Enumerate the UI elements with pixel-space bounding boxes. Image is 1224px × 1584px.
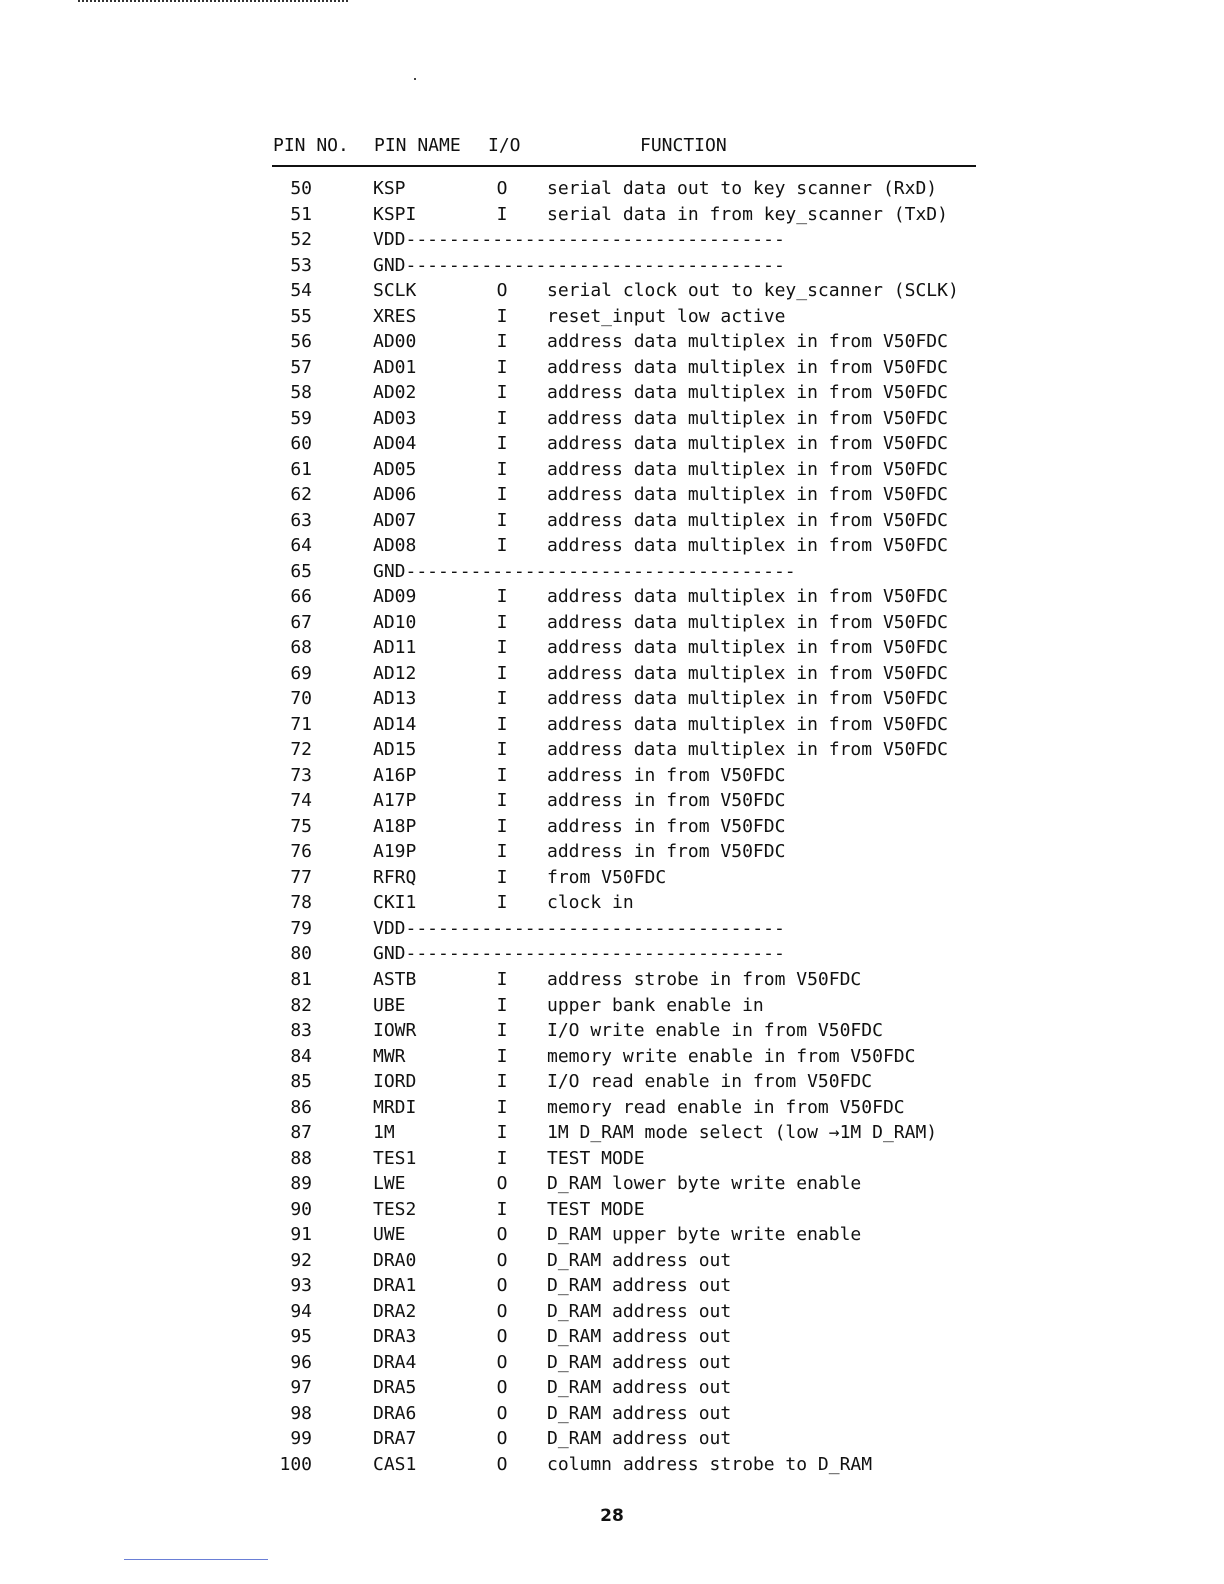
pin-name: AD06: [373, 484, 417, 506]
pin-name: MRDI: [373, 1096, 417, 1118]
pin-io: I: [496, 841, 508, 863]
pin-number: 67: [290, 611, 312, 633]
table-row: [0, 482, 1224, 508]
pin-number: 94: [290, 1300, 312, 1322]
pin-name: DRA3: [373, 1326, 417, 1348]
pin-function: memory write enable in from V50FDC: [547, 1045, 916, 1067]
pin-name: AD14: [373, 713, 417, 735]
pin-function: address data multiplex in from V50FDC: [547, 637, 948, 659]
pin-number: 99: [290, 1428, 312, 1450]
table-row: [0, 304, 1224, 330]
pin-function: address data multiplex in from V50FDC: [547, 509, 948, 531]
table-row: [0, 457, 1224, 483]
pin-io: I: [496, 1045, 508, 1067]
pin-io: O: [496, 178, 508, 199]
pin-number: 89: [290, 1173, 312, 1195]
pin-function: column address strobe to D_RAM: [547, 1453, 873, 1475]
pin-name: A17P: [373, 790, 417, 812]
pin-function: reset_input low active: [547, 305, 786, 327]
table-row: [0, 788, 1224, 814]
pin-number: 72: [290, 739, 312, 761]
pin-number: 78: [290, 892, 312, 914]
pin-function: address data multiplex in from V50FDC: [547, 458, 948, 480]
pin-name: UBE: [373, 994, 406, 1016]
table-row: [0, 559, 1224, 585]
pin-name: AD04: [373, 433, 417, 455]
pin-number: 86: [290, 1096, 312, 1118]
pin-function: from V50FDC: [547, 866, 667, 888]
table-row: [0, 916, 1224, 942]
pin-function: serial data in from key_scanner (TxD): [547, 203, 948, 225]
pin-function: I/O write enable in from V50FDC: [547, 1020, 883, 1042]
pin-function: address data multiplex in from V50FDC: [547, 739, 948, 761]
pin-number: 100: [279, 1453, 312, 1475]
pin-io: O: [496, 280, 508, 302]
pin-io: I: [496, 1122, 508, 1144]
pin-function: D_RAM address out: [547, 1326, 732, 1348]
pin-function: D_RAM lower byte write enable: [547, 1173, 862, 1195]
pin-name: ASTB: [373, 968, 417, 990]
pin-io: O: [496, 1224, 508, 1246]
pin-number: 87: [290, 1122, 312, 1144]
pin-function: D_RAM address out: [547, 1377, 732, 1399]
pin-name: DRA6: [373, 1402, 417, 1424]
pin-number: 51: [290, 203, 312, 225]
pin-io: I: [496, 1147, 508, 1169]
pin-io: I: [496, 815, 508, 837]
table-row: [0, 380, 1224, 406]
pin-number: 82: [290, 994, 312, 1016]
table-row: [0, 967, 1224, 993]
pin-function: address in from V50FDC: [547, 815, 786, 837]
table-row: [0, 1120, 1224, 1146]
pin-number: 54: [290, 280, 312, 302]
header-function: FUNCTION: [640, 135, 727, 156]
pin-number: 70: [290, 688, 312, 710]
header-pin-name: PIN NAME: [374, 135, 461, 156]
pin-io: I: [496, 688, 508, 710]
pin-number: 96: [290, 1351, 312, 1373]
table-row: [0, 278, 1224, 304]
pin-number: 63: [290, 509, 312, 531]
pin-name: AD07: [373, 509, 417, 531]
table-row: [0, 1095, 1224, 1121]
pin-name: RFRQ: [373, 866, 417, 888]
pin-io: I: [496, 331, 508, 353]
pin-number: 52: [290, 229, 312, 251]
pin-number: 60: [290, 433, 312, 455]
pin-name: AD08: [373, 535, 417, 557]
pin-number: 64: [290, 535, 312, 557]
pin-function: D_RAM address out: [547, 1428, 732, 1450]
table-header: [0, 133, 1224, 159]
pin-number: 81: [290, 968, 312, 990]
table-row: [0, 890, 1224, 916]
table-row: [0, 431, 1224, 457]
pin-number: 83: [290, 1020, 312, 1042]
pin-name: GND-----------------------------------: [373, 254, 785, 276]
header-rule: [272, 165, 976, 167]
pin-function: memory read enable in from V50FDC: [547, 1096, 905, 1118]
pin-function: I/O read enable in from V50FDC: [547, 1071, 873, 1093]
scan-speck: [414, 78, 416, 80]
pin-number: 75: [290, 815, 312, 837]
pin-name: IOWR: [373, 1020, 417, 1042]
pin-function: address in from V50FDC: [547, 764, 786, 786]
pin-io: I: [496, 1071, 508, 1093]
pin-io: O: [496, 1351, 508, 1373]
pin-io: I: [496, 892, 508, 914]
pin-function: address data multiplex in from V50FDC: [547, 382, 948, 404]
pin-name: DRA2: [373, 1300, 417, 1322]
pin-number: 93: [290, 1275, 312, 1297]
pin-io: I: [496, 1198, 508, 1220]
table-row: [0, 1324, 1224, 1350]
pin-io: I: [496, 305, 508, 327]
pin-function: D_RAM address out: [547, 1249, 732, 1271]
table-row: [0, 1401, 1224, 1427]
table-row: [0, 1044, 1224, 1070]
table-row: [0, 941, 1224, 967]
pin-function: TEST MODE: [547, 1198, 645, 1220]
pin-name: AD11: [373, 637, 417, 659]
pin-io: I: [496, 968, 508, 990]
pin-name: VDD-----------------------------------: [373, 917, 785, 939]
pin-name: GND------------------------------------: [373, 560, 796, 582]
pin-number: 74: [290, 790, 312, 812]
pin-number: 68: [290, 637, 312, 659]
pin-function: address data multiplex in from V50FDC: [547, 407, 948, 429]
pin-name: AD02: [373, 382, 417, 404]
pin-number: 80: [290, 943, 312, 965]
pin-name: AD15: [373, 739, 417, 761]
pin-io: I: [496, 407, 508, 429]
pin-io: I: [496, 356, 508, 378]
pin-number: 65: [290, 560, 312, 582]
pin-io: I: [496, 790, 508, 812]
pin-io: O: [496, 1326, 508, 1348]
pin-name: UWE: [373, 1224, 406, 1246]
pin-function: address data multiplex in from V50FDC: [547, 331, 948, 353]
pin-io: I: [496, 739, 508, 761]
pin-number: 77: [290, 866, 312, 888]
pin-number: 84: [290, 1045, 312, 1067]
pin-name: SCLK: [373, 280, 417, 302]
pin-name: A16P: [373, 764, 417, 786]
pin-number: 88: [290, 1147, 312, 1169]
pin-number: 90: [290, 1198, 312, 1220]
pin-io: O: [496, 1402, 508, 1424]
pin-io: I: [496, 458, 508, 480]
pin-number: 97: [290, 1377, 312, 1399]
pin-name: CAS1: [373, 1453, 417, 1475]
pin-function: D_RAM address out: [547, 1275, 732, 1297]
pin-number: 66: [290, 586, 312, 608]
pin-name: DRA0: [373, 1249, 417, 1271]
pin-name: AD05: [373, 458, 417, 480]
table-row: [0, 839, 1224, 865]
table-row: [0, 661, 1224, 687]
pin-io: I: [496, 662, 508, 684]
table-row: [0, 355, 1224, 381]
pin-io: I: [496, 1020, 508, 1042]
pin-function: address in from V50FDC: [547, 790, 786, 812]
pin-table-body: [0, 176, 1224, 1477]
pin-function: clock in: [547, 892, 634, 914]
pin-number: 57: [290, 356, 312, 378]
pin-io: I: [496, 586, 508, 608]
pin-function: address data multiplex in from V50FDC: [547, 713, 948, 735]
pin-name: IORD: [373, 1071, 417, 1093]
pin-name: AD09: [373, 586, 417, 608]
pin-io: I: [496, 764, 508, 786]
table-row: [0, 686, 1224, 712]
pin-name: KSP: [373, 178, 406, 199]
bottom-blue-rule: [124, 1559, 268, 1560]
pin-function: address data multiplex in from V50FDC: [547, 356, 948, 378]
pin-number: 69: [290, 662, 312, 684]
table-row: [0, 635, 1224, 661]
table-row: [0, 865, 1224, 891]
pin-name: AD10: [373, 611, 417, 633]
pin-function: 1M D_RAM mode select (low →1M D_RAM): [547, 1122, 938, 1144]
pin-number: 73: [290, 764, 312, 786]
pin-io: I: [496, 994, 508, 1016]
pin-number: 92: [290, 1249, 312, 1271]
table-row: [0, 993, 1224, 1019]
pin-io: O: [496, 1428, 508, 1450]
table-row: [0, 1426, 1224, 1452]
pin-io: O: [496, 1173, 508, 1195]
pin-name: DRA1: [373, 1275, 417, 1297]
table-row: [0, 533, 1224, 559]
table-row: [0, 1452, 1224, 1478]
pin-function: address data multiplex in from V50FDC: [547, 484, 948, 506]
pin-function: D_RAM address out: [547, 1351, 732, 1373]
page-number: 28: [600, 1506, 624, 1526]
pin-function: TEST MODE: [547, 1147, 645, 1169]
pin-name: AD03: [373, 407, 417, 429]
pin-name: MWR: [373, 1045, 406, 1067]
pin-number: 56: [290, 331, 312, 353]
pin-number: 91: [290, 1224, 312, 1246]
pin-name: DRA5: [373, 1377, 417, 1399]
header-pin-no: PIN NO.: [273, 135, 349, 156]
pin-name: TES2: [373, 1198, 417, 1220]
pin-io: I: [496, 611, 508, 633]
pin-number: 98: [290, 1402, 312, 1424]
pin-name: XRES: [373, 305, 417, 327]
table-row: [0, 1197, 1224, 1223]
pin-io: I: [496, 484, 508, 506]
table-row: [0, 508, 1224, 534]
pin-name: A19P: [373, 841, 417, 863]
pin-function: D_RAM address out: [547, 1402, 732, 1424]
pin-function: address data multiplex in from V50FDC: [547, 586, 948, 608]
pin-name: DRA7: [373, 1428, 417, 1450]
top-dotted-rule: [78, 0, 348, 2]
pin-name: TES1: [373, 1147, 417, 1169]
table-row: [0, 1248, 1224, 1274]
pin-io: I: [496, 637, 508, 659]
pin-name: 1M: [373, 1122, 395, 1144]
pin-name: VDD-----------------------------------: [373, 229, 785, 251]
pin-name: GND-----------------------------------: [373, 943, 785, 965]
table-row: [0, 712, 1224, 738]
pin-function: address strobe in from V50FDC: [547, 968, 862, 990]
pin-io: O: [496, 1377, 508, 1399]
pin-number: 61: [290, 458, 312, 480]
pin-name: A18P: [373, 815, 417, 837]
pin-io: O: [496, 1300, 508, 1322]
table-row: [0, 1018, 1224, 1044]
pin-name: AD13: [373, 688, 417, 710]
pin-number: 53: [290, 254, 312, 276]
pin-io: I: [496, 1096, 508, 1118]
table-row: [0, 406, 1224, 432]
pin-function: upper bank enable in: [547, 994, 764, 1016]
table-row: [0, 763, 1224, 789]
pin-function: serial data out to key scanner (RxD): [547, 178, 938, 199]
pin-io: I: [496, 509, 508, 531]
table-row: [0, 176, 1224, 202]
pin-function: address data multiplex in from V50FDC: [547, 433, 948, 455]
table-row: [0, 1299, 1224, 1325]
header-io: I/O: [488, 135, 521, 156]
table-row: [0, 227, 1224, 253]
pin-name: AD12: [373, 662, 417, 684]
pin-function: serial clock out to key_scanner (SCLK): [547, 280, 959, 302]
pin-io: I: [496, 433, 508, 455]
pin-name: KSPI: [373, 203, 417, 225]
table-row: [0, 1350, 1224, 1376]
table-row: [0, 202, 1224, 228]
table-row: [0, 1222, 1224, 1248]
pin-number: 62: [290, 484, 312, 506]
pin-number: 55: [290, 305, 312, 327]
pin-number: 76: [290, 841, 312, 863]
pin-name: AD00: [373, 331, 417, 353]
table-row: [0, 610, 1224, 636]
pin-name: DRA4: [373, 1351, 417, 1373]
pin-function: D_RAM upper byte write enable: [547, 1224, 862, 1246]
table-row: [0, 1069, 1224, 1095]
pin-number: 59: [290, 407, 312, 429]
pin-name: LWE: [373, 1173, 406, 1195]
pin-number: 50: [290, 178, 312, 199]
pin-number: 79: [290, 917, 312, 939]
pin-io: O: [496, 1249, 508, 1271]
pin-io: O: [496, 1275, 508, 1297]
pin-number: 58: [290, 382, 312, 404]
pin-io: I: [496, 203, 508, 225]
pin-number: 95: [290, 1326, 312, 1348]
pin-io: I: [496, 866, 508, 888]
pin-function: address data multiplex in from V50FDC: [547, 688, 948, 710]
pin-number: 85: [290, 1071, 312, 1093]
table-row: [0, 329, 1224, 355]
table-row: [0, 1273, 1224, 1299]
table-row: [0, 814, 1224, 840]
pin-function: address in from V50FDC: [547, 841, 786, 863]
pin-number: 71: [290, 713, 312, 735]
pin-io: I: [496, 382, 508, 404]
pin-function: D_RAM address out: [547, 1300, 732, 1322]
pin-function: address data multiplex in from V50FDC: [547, 662, 948, 684]
table-row: [0, 584, 1224, 610]
table-row: [0, 1171, 1224, 1197]
pin-io: I: [496, 535, 508, 557]
table-row: [0, 1375, 1224, 1401]
table-row: [0, 737, 1224, 763]
table-row: [0, 1146, 1224, 1172]
pin-function: address data multiplex in from V50FDC: [547, 611, 948, 633]
pin-io: O: [496, 1453, 508, 1475]
pin-name: CKI1: [373, 892, 417, 914]
pin-function: address data multiplex in from V50FDC: [547, 535, 948, 557]
pin-name: AD01: [373, 356, 417, 378]
table-row: [0, 253, 1224, 279]
pin-io: I: [496, 713, 508, 735]
